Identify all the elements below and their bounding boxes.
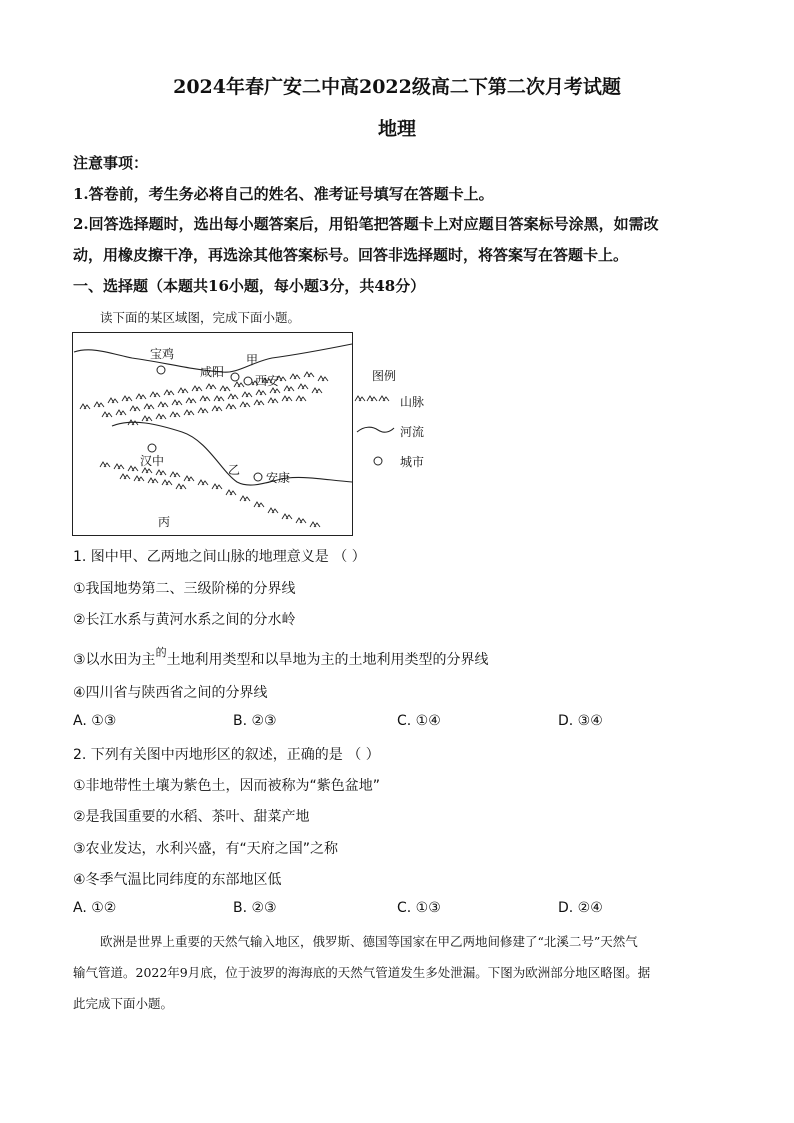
legend-title: 图例 (372, 369, 397, 383)
mountain-range-north (80, 372, 328, 425)
map-intro: 读下面的某区域图，完成下面小题。 (100, 310, 301, 325)
q1-statement-3b: 土地利用类型和以旱地为主的土地利用类型的分界线 (166, 652, 489, 668)
q1-statement-3a: ③以水田为主 (73, 652, 156, 668)
map-legend (355, 368, 424, 469)
q1-statement-4: ④四川省与陕西省之间的分界线 (73, 685, 268, 701)
q2-option-a[interactable]: A. ①② (73, 900, 117, 916)
passage-line-1: 欧洲是世界上重要的天然气输入地区，俄罗斯、德国等国家在甲乙两地间修建了“北溪二号”天然气 (100, 934, 638, 949)
q1-option-c[interactable]: C. ①④ (397, 713, 441, 729)
city-xianyang-label: 咸阳 (200, 365, 225, 379)
legend-mountain-label: 山脉 (400, 395, 425, 409)
city-xian-label: 西安 (255, 374, 280, 388)
q1-option-b[interactable]: B. ②③ (233, 713, 277, 729)
q1-stem: 1. 图中甲、乙两地之间山脉的地理意义是 （ ） (73, 549, 366, 565)
q2-option-b[interactable]: B. ②③ (233, 900, 277, 916)
q2-option-c[interactable]: C. ①③ (397, 900, 441, 916)
map-frame (73, 333, 353, 536)
map-label-bing: 丙 (158, 515, 171, 529)
q2-statement-4: ④冬季气温比同纬度的东部地区低 (73, 872, 282, 888)
q2-option-d[interactable]: D. ②④ (558, 900, 603, 916)
city-xian-marker (244, 377, 252, 385)
q1-option-d[interactable]: D. ③④ (558, 713, 603, 729)
map-label-yi: 乙 (228, 463, 241, 477)
section-heading: 一、选择题（本题共16小题，每小题3分，共48分） (73, 277, 426, 295)
city-baoji-marker (157, 366, 165, 374)
q2-stem: 2. 下列有关图中丙地形区的叙述，正确的是 （ ） (73, 747, 380, 763)
notice-item-1: 1.答卷前，考生务必将自己的姓名、准考证号填写在答题卡上。 (73, 185, 494, 203)
q1-statement-2: ②长江水系与黄河水系之间的分水岭 (73, 612, 296, 628)
q1-statement-3 (73, 646, 489, 669)
q1-option-a[interactable]: A. ①③ (73, 713, 117, 729)
city-ankang-marker (254, 473, 262, 481)
notice-heading: 注意事项： (73, 154, 149, 172)
legend-city-label: 城市 (400, 455, 425, 469)
q1-statement-3-note: 的 (155, 646, 167, 659)
city-ankang-label: 安康 (266, 471, 291, 485)
legend-river-icon (357, 427, 394, 432)
notice-item-2-line-1: 2.回答选择题时，选出每小题答案后，用铅笔把答题卡上对应题目答案标号涂黑，如需改 (73, 215, 659, 233)
map-label-jia: 甲 (246, 353, 259, 367)
city-baoji-label: 宝鸡 (150, 347, 175, 361)
notice-item-2-line-2: 动，用橡皮擦干净，再选涂其他答案标号。回答非选择题时，将答案写在答题卡上。 (73, 246, 629, 264)
city-hanzhong-marker (148, 444, 156, 452)
city-hanzhong-label: 汉中 (140, 454, 165, 468)
q2-statement-1: ①非地带性土壤为紫色土，因而被称为“紫色盆地” (73, 778, 381, 794)
region-map (72, 332, 442, 542)
city-xianyang-marker (231, 373, 239, 381)
q1-statement-1: ①我国地势第二、三级阶梯的分界线 (73, 581, 296, 597)
q2-statement-2: ②是我国重要的水稻、茶叶、甜菜产地 (73, 809, 310, 825)
passage-line-2: 输气管道。2022年9月底，位于波罗的海海底的天然气管道发生多处泄漏。下图为欧洲部分地区略图。据 (73, 965, 651, 980)
page-title: 2024年春广安二中高2022级高二下第二次月考试题 (173, 76, 621, 98)
legend-city-icon (374, 457, 382, 465)
passage-line-3: 此完成下面小题。 (73, 996, 174, 1011)
q2-statement-3: ③农业发达，水利兴盛，有“天府之国”之称 (73, 841, 339, 857)
subject-title: 地理 (377, 118, 416, 140)
legend-river-label: 河流 (400, 425, 425, 439)
